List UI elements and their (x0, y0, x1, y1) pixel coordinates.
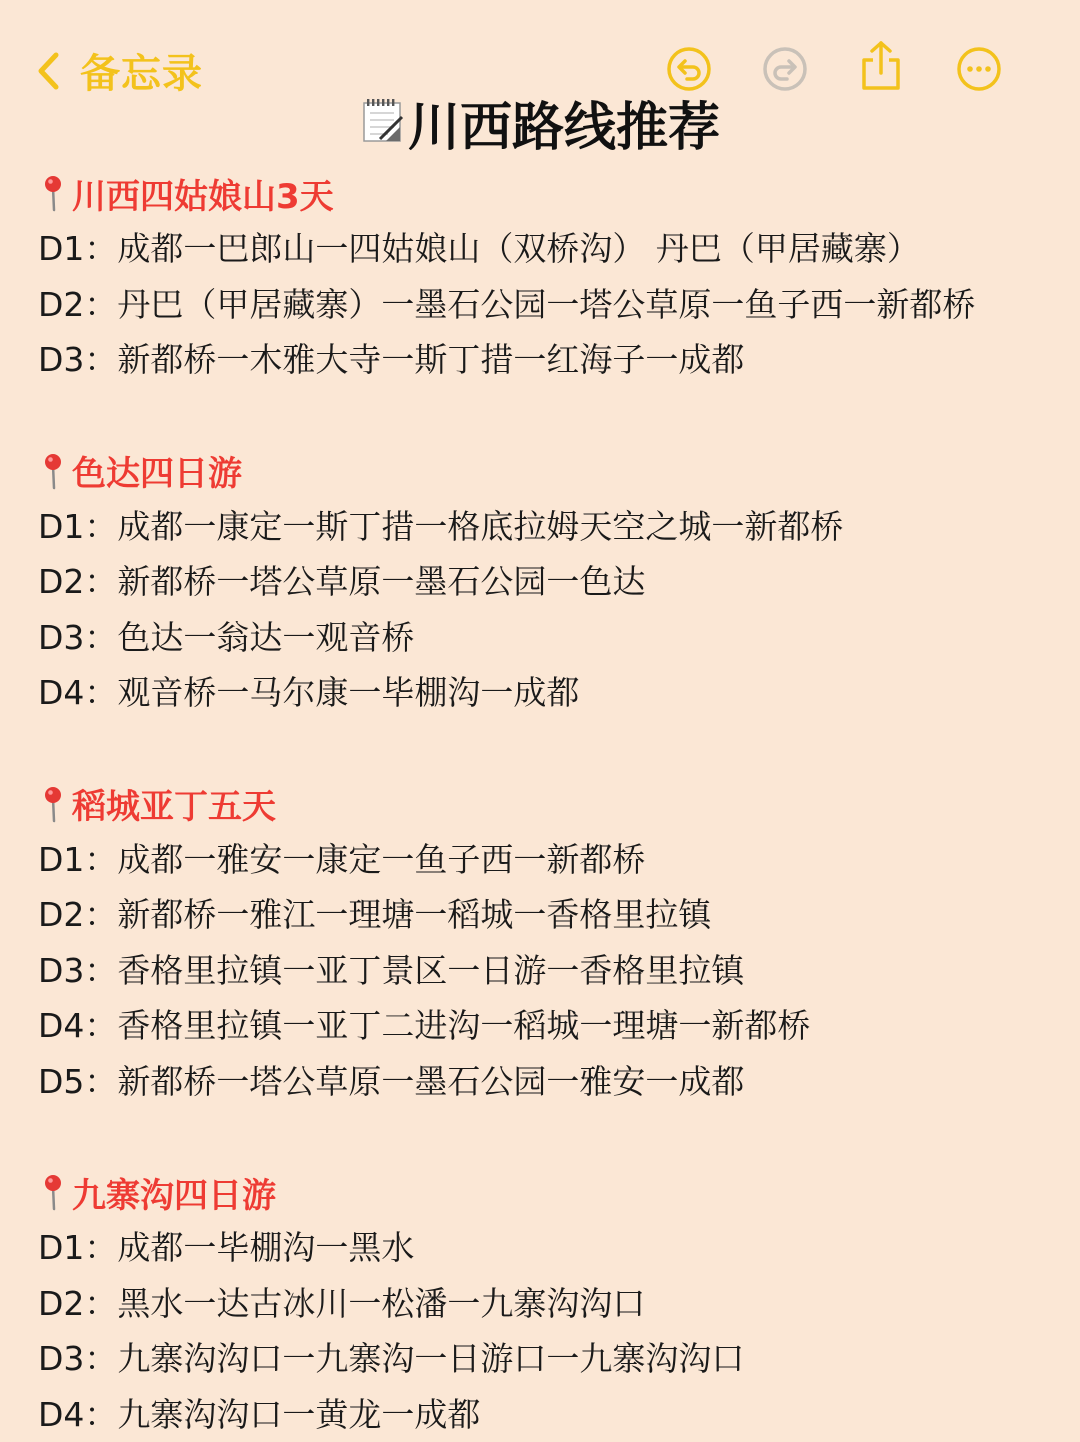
day-line: D3：新都桥一木雅大寺一斯丁措一红海子一成都 (38, 332, 1058, 388)
pin-icon (38, 1172, 68, 1212)
day-line: D4：九寨沟沟口一黄龙一成都 (38, 1387, 1058, 1442)
redo-button[interactable] (762, 46, 808, 92)
pin-icon (38, 784, 68, 824)
day-line: D2：新都桥一塔公草原一墨石公园一色达 (38, 554, 1058, 610)
more-icon (956, 46, 1002, 92)
day-line: D1：成都一毕棚沟一黑水 (38, 1220, 1058, 1276)
day-line: D3：九寨沟沟口一九寨沟一日游口一九寨沟沟口 (38, 1331, 1058, 1387)
route-section (38, 1164, 1058, 1442)
day-line: D4：香格里拉镇一亚丁二进沟一稻城一理塘一新都桥 (38, 998, 1058, 1054)
pin-icon (38, 173, 68, 213)
day-line: D1：成都一雅安一康定一鱼子西一新都桥 (38, 832, 1058, 888)
redo-icon (762, 46, 808, 92)
pin-icon (38, 451, 68, 491)
day-line: D4：观音桥一马尔康一毕棚沟一成都 (38, 665, 1058, 721)
day-line: D5：新都桥一塔公草原一墨石公园一雅安一成都 (38, 1054, 1058, 1110)
section-title: 色达四日游 (38, 443, 1058, 499)
section-title: 稻城亚丁五天 (38, 776, 1058, 832)
chevron-left-icon (36, 51, 60, 91)
note-title-text: 川西路线推荐 (408, 98, 720, 158)
day-line: D2：新都桥一雅江一理塘一稻城一香格里拉镇 (38, 887, 1058, 943)
day-line: D3：色达一翁达一观音桥 (38, 610, 1058, 666)
note-title (0, 96, 1080, 164)
day-line: D2：丹巴（甲居藏寨）一墨石公园一塔公草原一鱼子西一新都桥 (38, 277, 1058, 333)
section-title: 川西四姑娘山3天 (38, 165, 1058, 221)
day-line: D1：成都一康定一斯丁措一格底拉姆天空之城一新都桥 (38, 499, 1058, 555)
route-section (38, 443, 1058, 721)
undo-icon (666, 46, 712, 92)
route-section (38, 165, 1058, 388)
back-label: 备忘录 (80, 42, 203, 99)
back-button[interactable] (36, 42, 203, 99)
day-line: D2：黑水一达古冰川一松潘一九寨沟沟口 (38, 1276, 1058, 1332)
day-line: D1：成都一巴郎山一四姑娘山（双桥沟） 丹巴（甲居藏寨） (38, 221, 1058, 277)
undo-button[interactable] (666, 46, 712, 92)
day-line: D3：香格里拉镇一亚丁景区一日游一香格里拉镇 (38, 943, 1058, 999)
route-section (38, 776, 1058, 1110)
more-button[interactable] (956, 46, 1002, 92)
note-body[interactable] (38, 165, 1058, 1442)
share-icon (858, 40, 904, 92)
section-title: 九寨沟四日游 (38, 1164, 1058, 1220)
top-bar (0, 0, 1080, 100)
notepad-icon (360, 95, 406, 160)
share-button[interactable] (858, 40, 904, 86)
